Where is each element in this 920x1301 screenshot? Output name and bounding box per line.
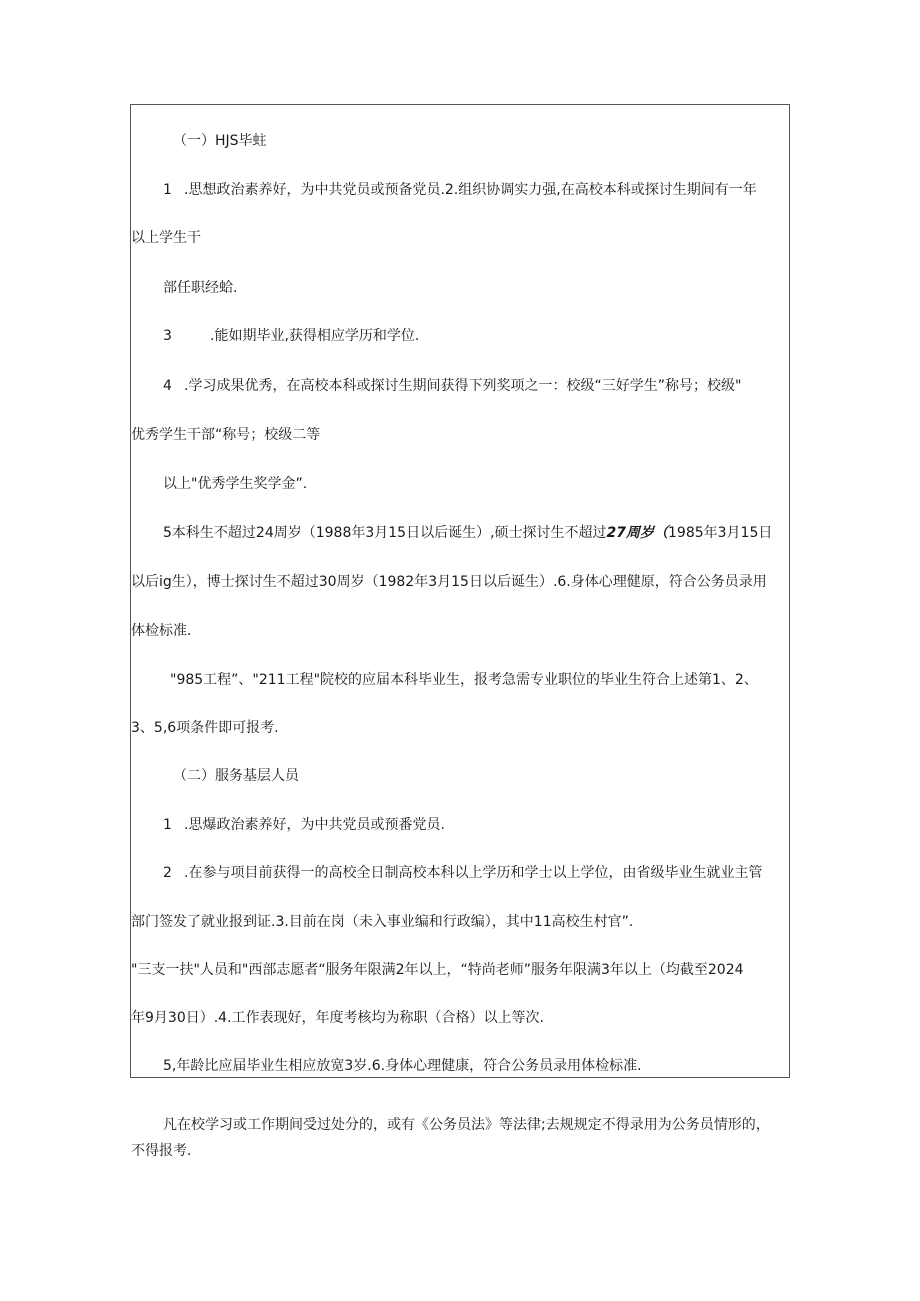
s2-item-2-line-3: "三支一扶"人员和"西部志愿者“服务年限满2年以上，“特尚老师”服务年限满3年以上（均截至2024 bbox=[131, 962, 744, 978]
section-2-heading: （二）服务基层人员 bbox=[173, 768, 299, 784]
s1-item-3-text: .能如期毕业,获得相应学历和学位. bbox=[210, 328, 420, 344]
s1-item-1-line-1: .思想政治素养好，为中共党员或预备党员.2.组织协调实力强,在高校本科或探讨生期间有一年 bbox=[184, 182, 757, 198]
s1-note-line-2: 3、5,6项条件即可报考. bbox=[131, 720, 279, 736]
s2-item-2-number: 2 bbox=[163, 865, 172, 881]
s1-item-5-line-3: 体检标准. bbox=[131, 623, 192, 639]
s1-item-1-line-3: 部任职经蛤. bbox=[163, 280, 238, 296]
s2-item-2-line-2: 部门签发了就业报到证.3.目前在岗（未入事业编和行政编），其中11高校生村官”. bbox=[131, 914, 634, 930]
s2-item-2-line-4: 年9月30日）.4.工作表现好，年度考核均为称职（合格）以上等次. bbox=[131, 1010, 544, 1026]
footer-line-1: 凡在校学习或工作期间受过处分的，或有《公务员法》等法律;去规规定不得录用为公务员情形的， bbox=[163, 1117, 770, 1133]
s1-item-1-line-2: 以上学生干 bbox=[131, 230, 201, 246]
s1-item-4-line-3: 以上"优秀学生奖学金”. bbox=[163, 476, 308, 492]
s1-item-4-line-1: .学习成果优秀，在高校本科或探讨生期间获得下列奖项之一：校级“三好学生”称号；校级" bbox=[184, 378, 742, 394]
s1-item-5-line-1-emphasis: 27周岁（ bbox=[606, 525, 669, 541]
footer-line-2: 不得报考. bbox=[131, 1143, 192, 1159]
s1-item-4-number: 4 bbox=[163, 378, 172, 394]
s2-item-2-line-1: .在参与项目前获得一的高校全日制高校本科以上学历和学士以上学位，由省级毕业生就业主管 bbox=[184, 865, 763, 881]
s1-note-line-1: "985工程”、"211工程"院校的应届本科毕业生，报考急需专业职位的毕业生符合上述第1、2、 bbox=[170, 672, 758, 688]
s2-item-2 bbox=[163, 864, 762, 882]
s1-item-3 bbox=[163, 327, 419, 345]
s1-item-5-line-1-b: 1985年3月15日 bbox=[668, 525, 773, 541]
requirements-box bbox=[130, 104, 790, 1078]
s1-item-1 bbox=[163, 181, 757, 199]
s1-item-4 bbox=[163, 377, 741, 395]
s2-item-5: 5,年龄比应届毕业生相应放宽3岁.6.身体心理健康，符合公务员录用体检标准. bbox=[163, 1058, 642, 1074]
s2-item-1-number: 1 bbox=[163, 817, 172, 833]
s1-item-3-number: 3 bbox=[163, 328, 172, 344]
s1-item-1-number: 1 bbox=[163, 182, 172, 198]
s1-item-5-line-1-a: 5本科生不超过24周岁（1988年3月15日以后诞生）,硕士探讨生不超过 bbox=[163, 525, 607, 541]
s1-item-4-line-2: 优秀学生干部“称号；校级二等 bbox=[131, 427, 321, 443]
s1-item-5-line-2: 以后ig生），博士探讨生不超过30周岁（1982年3月15日以后诞生）.6.身体心理健原，符合公务员录用 bbox=[131, 574, 767, 590]
s2-item-1 bbox=[163, 816, 445, 834]
s2-item-1-text: .思爆政治素养好，为中共党员或预番党员. bbox=[184, 817, 445, 833]
section-1-heading: （一）HJS毕蛀 bbox=[173, 133, 267, 149]
s1-item-5-line-1 bbox=[163, 524, 772, 542]
